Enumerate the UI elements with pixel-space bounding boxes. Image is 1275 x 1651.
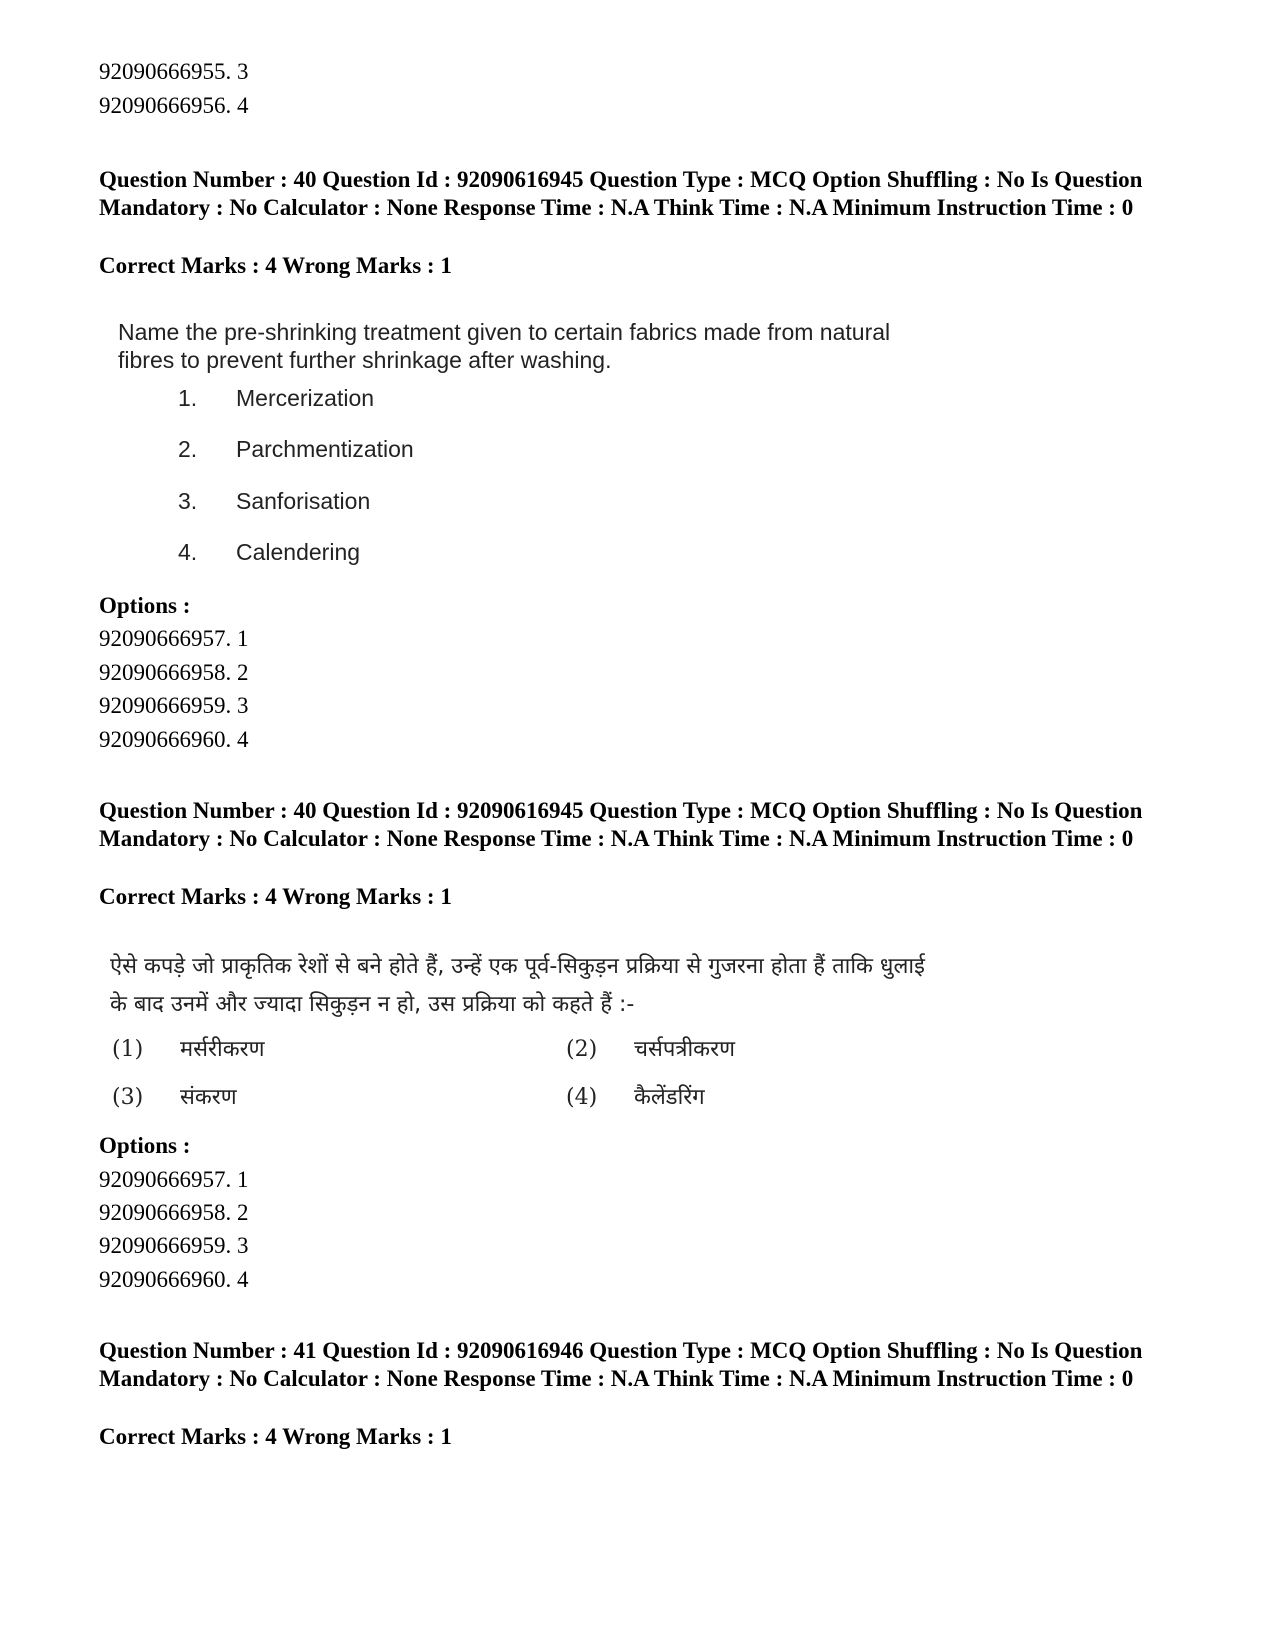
option-line: 92090666958. 2	[99, 1200, 249, 1225]
option-line: 92090666956. 4	[99, 93, 249, 118]
choice-item	[112, 1084, 237, 1112]
choice-number: (3)	[112, 1085, 144, 1110]
choice-item	[112, 1036, 265, 1064]
question-text-line: के बाद उनमें और ज्यादा सिकुड़न न हो, उस प्रक्रिया को कहते हैं :-	[110, 992, 635, 1017]
choice-text: Parchmentization	[236, 436, 414, 462]
choice-text: Calendering	[236, 539, 361, 565]
choice-item	[178, 538, 360, 566]
choice-text: कैलेंडरिंग	[634, 1085, 705, 1110]
choice-text: मर्सरीकरण	[180, 1037, 265, 1062]
choice-item	[178, 384, 374, 412]
option-line: 92090666959. 3	[99, 693, 249, 718]
option-line: 92090666955. 3	[99, 59, 249, 84]
question-header: Question Number : 40 Question Id : 92090616945 Question Type : MCQ Option Shuffling : No Is Question Mandatory : No Calculator : None Response Time : N.A Think Time : N.A Minimum Instruction Time : 0	[99, 798, 1143, 851]
option-line: 92090666957. 1	[99, 1167, 249, 1192]
choice-text: चर्सपत्रीकरण	[634, 1037, 735, 1062]
question-header: Question Number : 40 Question Id : 92090616945 Question Type : MCQ Option Shuffling : No Is Question Mandatory : No Calculator : None Response Time : N.A Think Time : N.A Minimum Instruction Time : 0	[99, 167, 1143, 220]
choice-item	[566, 1084, 705, 1112]
option-line: 92090666957. 1	[99, 626, 249, 651]
choice-number: (1)	[112, 1037, 144, 1062]
options-label: Options :	[99, 1133, 191, 1158]
choice-number: 2.	[178, 436, 198, 462]
choice-text: Sanforisation	[236, 488, 371, 514]
question-text	[110, 948, 1070, 1024]
option-line: 92090666958. 2	[99, 660, 249, 685]
choice-number: (4)	[566, 1085, 598, 1110]
option-line: 92090666960. 4	[99, 1267, 249, 1292]
question-text	[118, 318, 1018, 374]
question-text-line: fibres to prevent further shrinkage after washing.	[118, 347, 612, 373]
marks-line: Correct Marks : 4 Wrong Marks : 1	[99, 253, 452, 278]
marks-line: Correct Marks : 4 Wrong Marks : 1	[99, 884, 452, 909]
question-header: Question Number : 41 Question Id : 92090616946 Question Type : MCQ Option Shuffling : No Is Question Mandatory : No Calculator : None Response Time : N.A Think Time : N.A Minimum Instruction Time : 0	[99, 1338, 1143, 1391]
question-text-line: ऐसे कपड़े जो प्राकृतिक रेशों से बने होते हैं, उन्हें एक पूर्व-सिकुड़न प्रक्रिया से गुजरना होता हैं ताकि धुलाई	[110, 954, 925, 979]
choice-number: 3.	[178, 488, 198, 514]
choice-number: 4.	[178, 539, 198, 565]
marks-line: Correct Marks : 4 Wrong Marks : 1	[99, 1424, 452, 1449]
choice-number: 1.	[178, 385, 198, 411]
choice-item	[178, 435, 414, 463]
question-text-line: Name the pre-shrinking treatment given to certain fabrics made from natural	[118, 319, 891, 345]
choice-text: Mercerization	[236, 385, 375, 411]
option-line: 92090666960. 4	[99, 727, 249, 752]
option-line: 92090666959. 3	[99, 1233, 249, 1258]
choice-number: (2)	[566, 1037, 598, 1062]
choice-text: संकरण	[180, 1085, 237, 1110]
choice-item	[566, 1036, 735, 1064]
choice-item	[178, 487, 370, 515]
options-label: Options :	[99, 593, 191, 618]
